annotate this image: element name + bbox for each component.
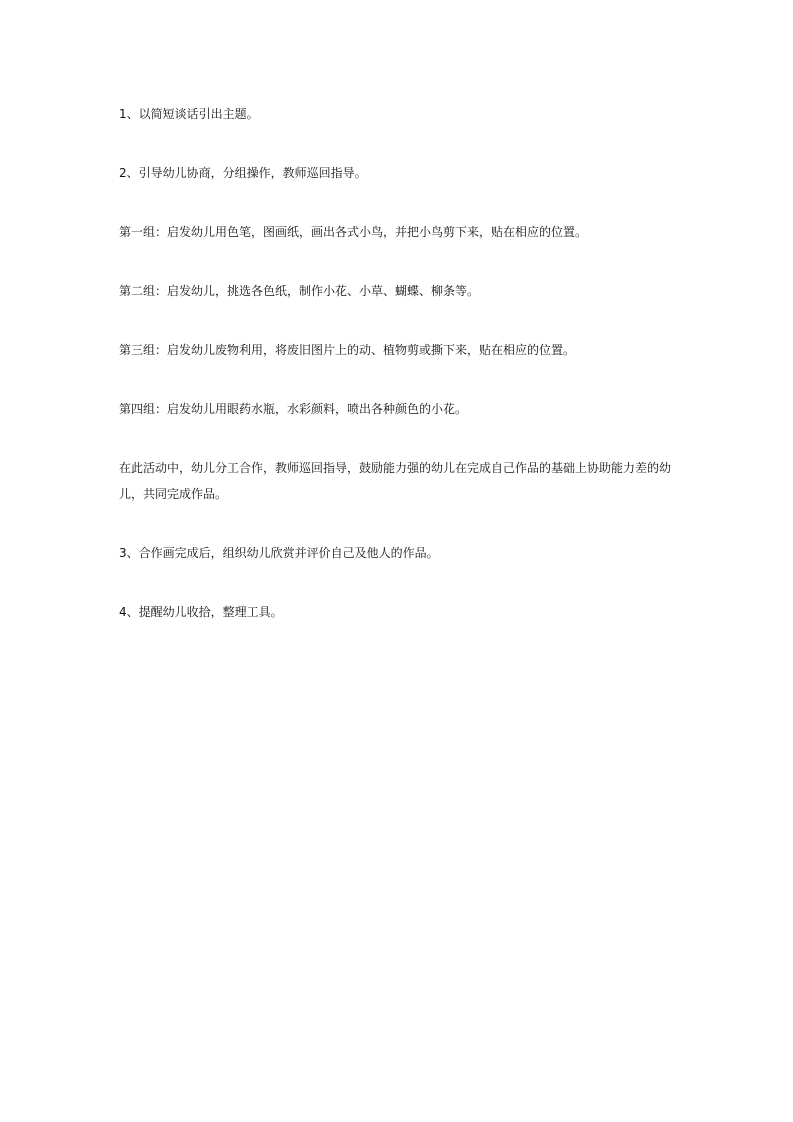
- paragraph-group-4: 第四组：启发幼儿用眼药水瓶，水彩颜料，喷出各种颜色的小花。: [119, 402, 468, 416]
- paragraph-spacer: [119, 507, 689, 540]
- paragraph-spacer: [119, 422, 689, 455]
- paragraph-step-1: 1、以简短谈话引出主题。: [119, 107, 259, 121]
- paragraph-group-2: 第二组：启发幼儿，挑选各色纸，制作小花、小草、蝴蝶、柳条等。: [119, 284, 480, 298]
- paragraph-group-1: 第一组：启发幼儿用色笔，图画纸，画出各式小鸟，并把小鸟剪下来，贴在相应的位置。: [119, 225, 588, 239]
- paragraph-activity-note: 在此活动中，幼儿分工合作，教师巡回指导，鼓励能力强的幼儿在完成自己作品的基础上协助能力差的幼儿，共同完成作品。: [119, 461, 672, 501]
- paragraph-spacer: [119, 127, 689, 160]
- paragraph-step-2: 2、引导幼儿协商，分组操作，教师巡回指导。: [119, 166, 367, 180]
- paragraph-spacer: [119, 186, 689, 219]
- paragraph-group-3: 第三组：启发幼儿废物利用，将废旧图片上的动、植物剪或撕下来，贴在相应的位置。: [119, 343, 576, 357]
- paragraph-step-3: 3、合作画完成后，组织幼儿欣赏并评价自己及他人的作品。: [119, 546, 439, 560]
- paragraph-spacer: [119, 304, 689, 337]
- paragraph-spacer: [119, 566, 689, 599]
- paragraph-spacer: [119, 245, 689, 278]
- document-body: [119, 101, 689, 625]
- paragraph-spacer: [119, 363, 689, 396]
- paragraph-step-4: 4、提醒幼儿收拾，整理工具。: [119, 605, 283, 619]
